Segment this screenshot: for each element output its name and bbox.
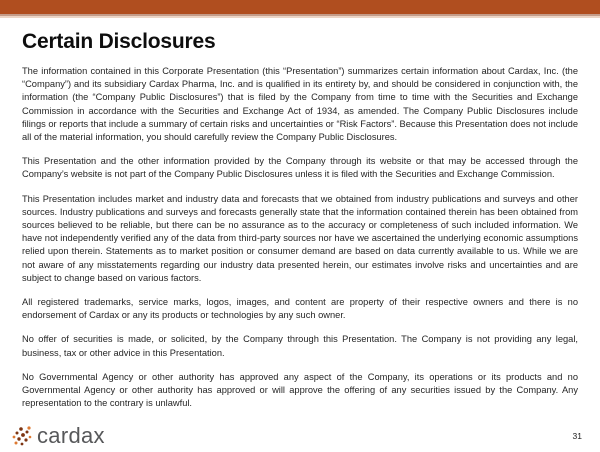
cardax-logo-icon bbox=[12, 425, 34, 447]
disclosure-paragraph: The information contained in this Corporate Presentation (this “Presentation”) summarizes certain information about Cardax, Inc. (the “Company”) and its subsidiary Cardax Pharma, Inc. and is qualified in its entirety by, and should be considered in conjunction with, the information (the “Company Public Disclosures”) that is filed by the Company from time to time with the Securities and Exchange Commission in accordance with the Securities and Exchange Act of 1934, as amended. The Company Public Disclosures include filings or reports that include a summary of certain risks and uncertainties or “Risk Factors”. Because this Presentation does not include all of the material information, you should carefully review the Company Public Disclosures. bbox=[22, 66, 578, 143]
disclosure-paragraph: This Presentation and the other information provided by the Company through its website or that may be accessed through the Company’s website is not part of the Company Public Disclosures unless it is filed with the Securities and Exchange Commission. bbox=[22, 156, 578, 180]
disclosure-paragraph: No Governmental Agency or other authority has approved any aspect of the Company, its operations or its products and no Governmental Agency or other authority has approved or will approve the offering of any securities issued by the Company. Any representation to the contrary is unlawful. bbox=[22, 371, 578, 409]
disclosure-text-block bbox=[22, 65, 578, 410]
page-title: Certain Disclosures bbox=[22, 30, 216, 53]
slide-accent-bar-highlight bbox=[0, 16, 600, 18]
slide-accent-bar bbox=[0, 0, 600, 14]
cardax-logo bbox=[12, 425, 105, 447]
disclosure-paragraph: No offer of securities is made, or solicited, by the Company through this Presentation. The Company is not providing any legal, business, tax or other advice in this Presentation. bbox=[22, 334, 578, 358]
page-number: 31 bbox=[572, 431, 582, 441]
cardax-logo-text: cardax bbox=[37, 423, 105, 448]
disclosure-paragraph: This Presentation includes market and industry data and forecasts that we obtained from industry publications and surveys and other sources. Industry publications and surveys and forecasts generally state that the information contained therein has been obtained from sources believed to be reliable, but there can be no assurance as to the accuracy or completeness of such included information. We have not independently verified any of the data from third-party sources nor have we ascertained the underlying economic assumptions relied upon therein. Statements as to market position or consumer demand are based on data currently available to us. While we are not aware of any misstatements regarding our industry data presented herein, our estimates involve risks and uncertainties and are subject to change based on various factors. bbox=[22, 193, 578, 283]
disclosure-paragraph: All registered trademarks, service marks, logos, images, and content are property of their respective owners and there is no endorsement of Cardax or any its products or technologies by any such owner. bbox=[22, 297, 578, 321]
slide-content bbox=[22, 30, 578, 421]
